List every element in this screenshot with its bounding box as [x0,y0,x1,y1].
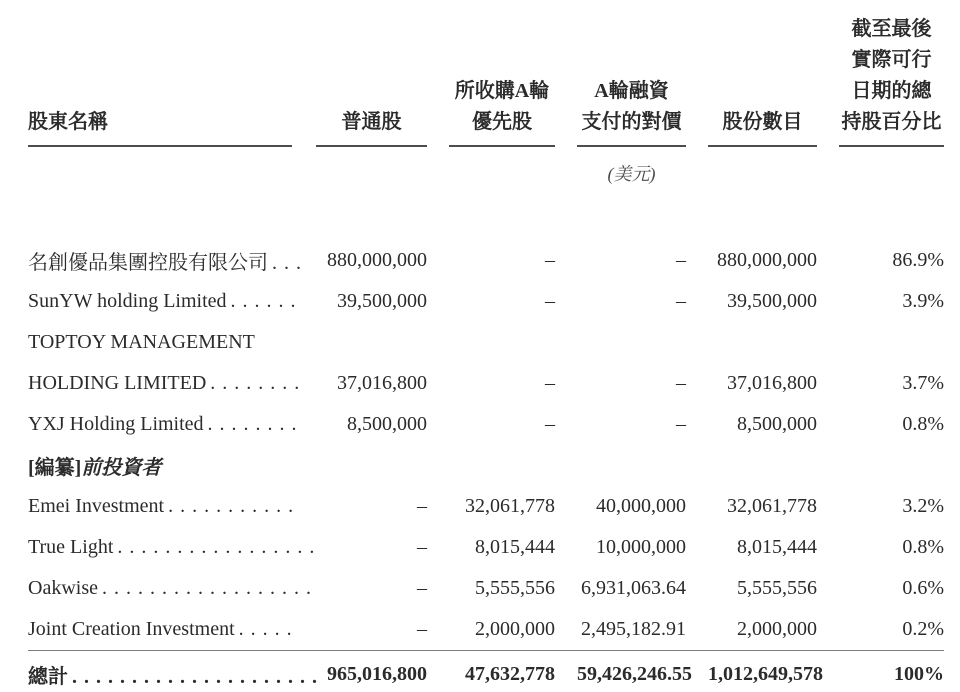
cell-percentage [817,322,944,363]
cell-ordinary: 37,016,800 [337,372,427,394]
header-preferred-line1: 所收購A輪 [454,80,550,102]
header-pct-line1: 截至最後 [851,18,932,40]
dot-leader: . . . . . . . . . . . [168,495,295,517]
cell-percentage: 0.8% [902,413,944,435]
unit-spacer [294,147,427,240]
cell-percentage: 86.9% [892,249,944,271]
dot-leader: . . . . . . . . [210,372,301,394]
cell-shares: 8,015,444 [737,536,817,558]
cell-preferred: 8,015,444 [475,536,555,558]
header-preferred [427,14,555,147]
cell-shareholder [28,240,302,281]
table-row [28,527,944,568]
header-row [28,14,944,147]
cell-preferred: 32,061,778 [465,495,555,517]
cell-shareholder [28,322,294,363]
section-title: 前投資者 [81,457,162,479]
cell-shareholder [28,486,294,527]
cell-percentage: 3.9% [902,290,944,312]
cell-shareholder [28,527,316,568]
cell-shares: 880,000,000 [717,249,817,271]
cell-total-percentage: 100% [817,651,944,692]
cell-ordinary [294,322,427,363]
cell-consideration: – [676,413,686,435]
cell-preferred: – [545,290,555,312]
cell-ordinary: 880,000,000 [327,249,427,271]
cell-ordinary: – [417,536,427,558]
cell-shares: 8,500,000 [737,413,817,435]
table-row [28,609,944,651]
cell-consideration [555,322,686,363]
table-row [28,486,944,527]
dot-leader: . . . . . . . . . . . . . . . . . . [101,577,312,599]
header-pct-line4: 持股百分比 [841,111,942,133]
cell-preferred: 2,000,000 [475,618,555,640]
dot-leader: . . . . . [238,618,293,640]
cell-preferred: – [545,372,555,394]
header-pct-line3: 日期的總 [851,80,932,102]
table-row [28,240,944,281]
cell-ordinary: 39,500,000 [337,290,427,312]
unit-spacer [686,147,817,240]
cell-empty [294,445,427,486]
table-row [28,404,944,445]
cell-empty [427,445,555,486]
shareholder-name: Joint Creation Investment [28,618,235,640]
cell-shares [686,322,817,363]
table-row [28,281,944,322]
cell-total-preferred: 47,632,778 [427,651,555,692]
cell-shareholder [28,363,301,404]
header-shareholder-label: 股東名稱 [28,111,108,133]
cell-consideration: 10,000,000 [596,536,686,558]
consideration-unit: (美元) [607,164,656,184]
cell-shares: 2,000,000 [737,618,817,640]
shareholder-name: Emei Investment [28,495,165,517]
shareholder-name: SunYW holding Limited [28,290,227,312]
cell-empty [686,445,817,486]
cell-shareholder [28,609,294,651]
cell-preferred: – [545,249,555,271]
table-body [28,240,944,692]
cell-total-ordinary: 965,016,800 [294,651,427,692]
total-row [28,651,944,692]
cell-consideration: – [676,290,686,312]
shareholder-name: Oakwise [28,577,98,599]
cell-consideration: – [676,249,686,271]
cell-shares: 39,500,000 [727,290,817,312]
header-consideration-line2: 支付的對價 [581,111,682,133]
header-preferred-line2: 優先股 [472,111,532,133]
header-shareholder [28,14,294,147]
shareholder-name: HOLDING LIMITED [28,372,207,394]
cell-total-consideration: 59,426,246.55 [555,651,686,692]
cell-ordinary: 8,500,000 [347,413,427,435]
header-percentage [817,14,944,147]
header-consideration-line1: A輪融資 [594,80,669,102]
cell-percentage: 0.8% [902,536,944,558]
shareholder-name: TOPTOY MANAGEMENT [28,331,255,353]
total-label: 總計 [28,665,68,688]
cell-shares: 5,555,556 [737,577,817,599]
cell-percentage: 3.7% [902,372,944,394]
dot-leader: . . . . . . . . [207,413,298,435]
table-row [28,363,944,404]
table-header [28,14,944,240]
cell-total-label [28,651,318,692]
table-row [28,568,944,609]
header-shares-label: 股份數目 [722,111,803,133]
dot-leader: . . . . . . . . . . . . . . . . . [117,536,316,558]
cell-consideration: 40,000,000 [596,495,686,517]
dot-leader: . . . . . . [230,290,297,312]
shareholder-name: YXJ Holding Limited [28,413,204,435]
cell-total-shares: 1,012,649,578 [686,651,817,692]
cell-shareholder [28,404,298,445]
unit-row [28,147,944,240]
table-row [28,322,944,363]
cell-ordinary: – [417,618,427,640]
cell-empty [817,445,944,486]
cell-preferred: 5,555,556 [475,577,555,599]
dot-leader: . . . . . . . . . . . . . . . . . . . . . [72,665,318,688]
cell-shareholder [28,281,297,322]
cell-percentage: 3.2% [902,495,944,517]
unit-spacer [817,147,944,240]
cell-consideration: 6,931,063.64 [581,577,686,599]
cell-percentage: 0.6% [902,577,944,599]
cell-preferred: – [545,413,555,435]
cell-section-label [28,445,294,486]
cell-ordinary: – [417,577,427,599]
cell-percentage: 0.2% [902,618,944,640]
section-bracket: [編纂] [28,457,82,479]
dot-leader: . . . [272,252,302,274]
cell-shares: 32,061,778 [727,495,817,517]
cell-consideration: 2,495,182.91 [581,618,686,640]
cell-consideration: – [676,372,686,394]
dot-leader [255,331,259,353]
header-consideration [555,14,686,147]
section-row-pre-investors [28,445,944,486]
cell-preferred [427,322,555,363]
shareholding-table [28,14,944,692]
header-shares [686,14,817,147]
unit-spacer [28,147,294,240]
cell-shares: 37,016,800 [727,372,817,394]
shareholder-name: 名創優品集團控股有限公司 [28,252,268,274]
header-pct-line2: 實際可行 [851,49,932,71]
cell-shareholder [28,568,312,609]
header-ordinary [294,14,427,147]
cell-ordinary: – [417,495,427,517]
cell-empty [555,445,686,486]
shareholder-name: True Light [28,536,114,558]
header-ordinary-label: 普通股 [341,111,402,133]
unit-spacer [427,147,555,240]
